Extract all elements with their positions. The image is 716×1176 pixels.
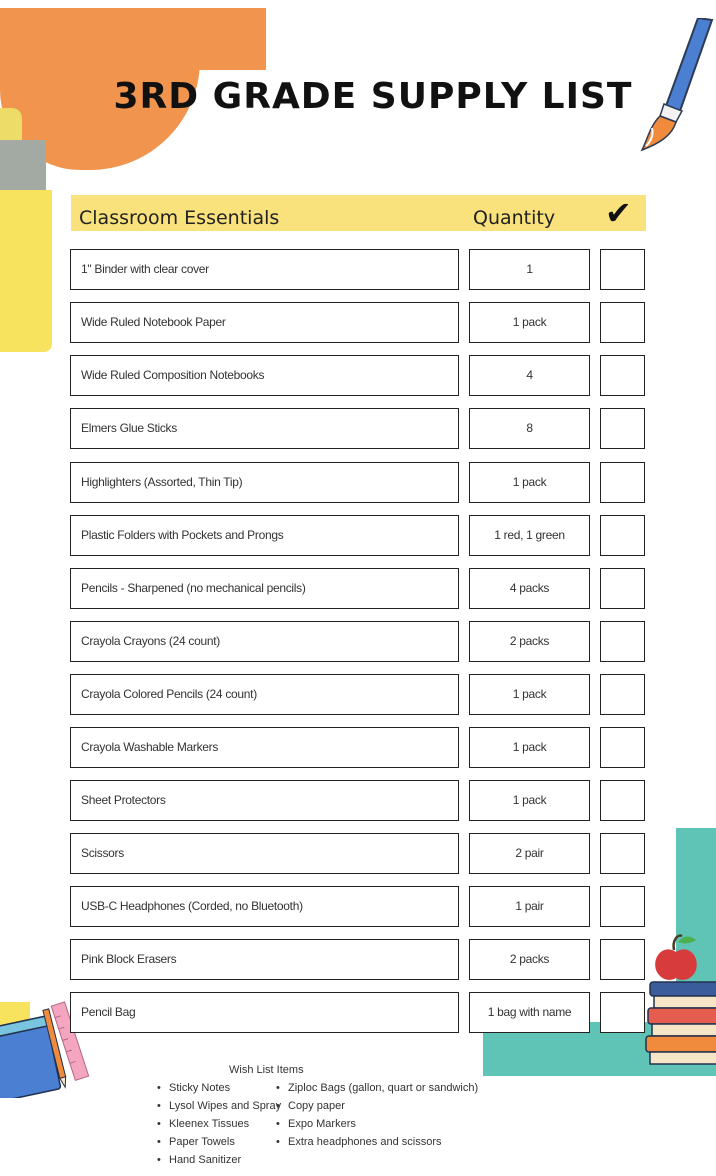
item-name: Highlighters (Assorted, Thin Tip) — [81, 475, 243, 489]
check-box[interactable] — [600, 355, 645, 396]
table-row — [0, 515, 716, 558]
table-row — [0, 939, 716, 982]
item-quantity: 1 bag with name — [487, 1005, 572, 1019]
table-header — [71, 195, 646, 231]
check-box[interactable] — [600, 515, 645, 556]
list-item: • Extra headphones and scissors — [276, 1133, 478, 1151]
check-box[interactable] — [600, 833, 645, 874]
item-cell — [70, 780, 459, 821]
highlighter-band — [0, 140, 46, 192]
item-quantity: 1 pack — [512, 687, 547, 701]
item-name: Crayola Colored Pencils (24 count) — [81, 687, 257, 701]
header-item-label: Classroom Essentials — [79, 207, 280, 229]
item-quantity: 2 pair — [515, 846, 544, 860]
item-quantity: 1 red, 1 green — [494, 528, 565, 542]
check-box[interactable] — [600, 302, 645, 343]
item-name: Wide Ruled Notebook Paper — [81, 315, 226, 329]
item-cell — [70, 355, 459, 396]
header-quantity-label: Quantity — [473, 207, 556, 229]
item-quantity: 2 packs — [509, 952, 550, 966]
item-name: Crayola Crayons (24 count) — [81, 634, 220, 648]
item-quantity: 1 pack — [512, 793, 547, 807]
list-item: • Ziploc Bags (gallon, quart or sandwich) — [276, 1079, 478, 1097]
item-name: Plastic Folders with Pockets and Prongs — [81, 528, 284, 542]
item-name: Pink Block Erasers — [81, 952, 177, 966]
check-box[interactable] — [600, 249, 645, 290]
quantity-cell — [469, 621, 590, 662]
item-cell — [70, 302, 459, 343]
quantity-cell — [469, 833, 590, 874]
item-cell — [70, 939, 459, 980]
quantity-cell — [469, 939, 590, 980]
quantity-cell — [469, 727, 590, 768]
table-row — [0, 727, 716, 770]
wish-list-title: Wish List Items — [229, 1064, 304, 1076]
list-item: • Kleenex Tissues — [157, 1115, 281, 1133]
check-box[interactable] — [600, 886, 645, 927]
item-quantity: 1 pack — [512, 475, 547, 489]
wish-list-column-2 — [276, 1079, 478, 1151]
table-row — [0, 621, 716, 664]
table-row — [0, 249, 716, 292]
item-name: Wide Ruled Composition Notebooks — [81, 368, 265, 382]
quantity-cell — [469, 674, 590, 715]
list-item: • Paper Towels — [157, 1133, 281, 1151]
item-cell — [70, 621, 459, 662]
list-item: • Lysol Wipes and Spray — [157, 1097, 281, 1115]
check-box[interactable] — [600, 408, 645, 449]
item-cell — [70, 727, 459, 768]
quantity-cell — [469, 462, 590, 503]
check-box[interactable] — [600, 780, 645, 821]
table-row — [0, 355, 716, 398]
item-name: 1" Binder with clear cover — [81, 262, 209, 276]
checkmark-icon: ✔ — [605, 194, 632, 232]
quantity-cell — [469, 568, 590, 609]
check-box[interactable] — [600, 674, 645, 715]
item-cell — [70, 568, 459, 609]
item-cell — [70, 408, 459, 449]
quantity-cell — [469, 355, 590, 396]
item-quantity: 1 pair — [515, 899, 544, 913]
table-row — [0, 992, 716, 1035]
item-cell — [70, 886, 459, 927]
check-box[interactable] — [600, 621, 645, 662]
quantity-cell — [469, 302, 590, 343]
item-cell — [70, 462, 459, 503]
item-name: USB-C Headphones (Corded, no Bluetooth) — [81, 899, 303, 913]
item-cell — [70, 833, 459, 874]
quantity-cell — [469, 249, 590, 290]
table-row — [0, 462, 716, 505]
check-box[interactable] — [600, 992, 645, 1033]
item-name: Elmers Glue Sticks — [81, 421, 177, 435]
table-row — [0, 833, 716, 876]
table-row — [0, 780, 716, 823]
list-item: • Hand Sanitizer — [157, 1151, 281, 1169]
item-name: Sheet Protectors — [81, 793, 166, 807]
item-name: Pencils - Sharpened (no mechanical pencils) — [81, 581, 306, 595]
wish-list-column-1 — [157, 1079, 281, 1169]
item-cell — [70, 515, 459, 556]
list-item: • Sticky Notes — [157, 1079, 281, 1097]
quantity-cell — [469, 515, 590, 556]
item-quantity: 4 — [526, 368, 533, 382]
quantity-cell — [469, 780, 590, 821]
item-quantity: 2 packs — [509, 634, 550, 648]
item-quantity: 8 — [526, 421, 533, 435]
check-box[interactable] — [600, 727, 645, 768]
table-row — [0, 568, 716, 611]
quantity-cell — [469, 886, 590, 927]
list-item: • Expo Markers — [276, 1115, 478, 1133]
list-item: • Copy paper — [276, 1097, 478, 1115]
item-cell — [70, 992, 459, 1033]
item-quantity: 1 — [526, 262, 533, 276]
item-quantity: 4 packs — [509, 581, 550, 595]
item-cell — [70, 674, 459, 715]
item-cell — [70, 249, 459, 290]
item-quantity: 1 pack — [512, 315, 547, 329]
quantity-cell — [469, 992, 590, 1033]
check-box[interactable] — [600, 568, 645, 609]
item-name: Crayola Washable Markers — [81, 740, 219, 754]
quantity-cell — [469, 408, 590, 449]
item-quantity: 1 pack — [512, 740, 547, 754]
table-row — [0, 674, 716, 717]
table-row — [0, 302, 716, 345]
check-box[interactable] — [600, 462, 645, 503]
table-row — [0, 408, 716, 451]
item-name: Pencil Bag — [81, 1005, 136, 1019]
item-name: Scissors — [81, 846, 124, 860]
table-row — [0, 886, 716, 929]
check-box[interactable] — [600, 939, 645, 980]
page-title: 3RD GRADE SUPPLY LIST — [113, 76, 633, 117]
